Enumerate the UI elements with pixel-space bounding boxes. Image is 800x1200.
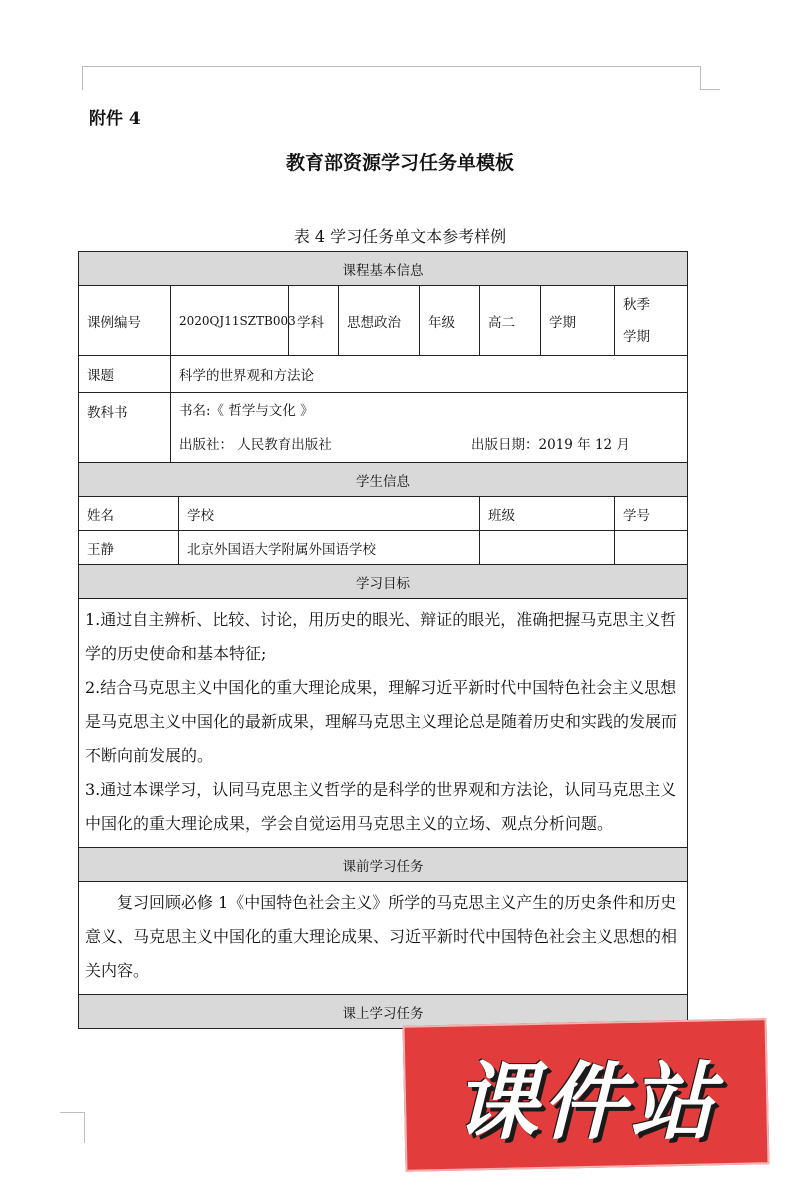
topic-value: 科学的世界观和方法论: [171, 356, 688, 393]
section-in-class-task: 课上学习任务: [79, 995, 688, 1029]
watermark-text: 课件站: [453, 1053, 718, 1151]
grade-label: 年级: [420, 286, 480, 356]
table-caption: 表 4 学习任务单文本参考样例: [293, 227, 507, 246]
grade-value: 高二: [480, 286, 541, 356]
topic-label: 课题: [79, 356, 171, 393]
code-value: 2020QJ11SZTB003: [171, 286, 289, 356]
student-id-label: 学号: [615, 497, 688, 531]
section-course-info: 课程基本信息: [79, 252, 688, 286]
textbook-label: 教科书: [79, 393, 171, 463]
section-student-info: 学生信息: [79, 463, 688, 497]
section-pre-class-task: 课前学习任务: [79, 848, 688, 882]
term-value: [615, 286, 688, 356]
term-line-1: 秋季: [623, 296, 650, 313]
class-value: [480, 531, 615, 565]
crop-mark-top-right-h: [700, 89, 720, 90]
section-learning-goals: 学习目标: [79, 565, 688, 599]
school-label: 学校: [179, 497, 480, 531]
term-label: 学期: [541, 286, 615, 356]
name-value: 王静: [79, 531, 179, 565]
crop-mark-bottom-left: [60, 1112, 85, 1143]
book-name: 书名:《 哲学与文化 》: [179, 402, 314, 419]
crop-mark-top-right: [700, 66, 701, 90]
task-sheet-table: [78, 251, 688, 1029]
publish-date: 出版日期：2019 年 12 月: [471, 436, 630, 453]
goal-item-2: 2.结合马克思主义中国化的重大理论成果，理解习近平新时代中国特色社会主义思想是马克思主义中国化的最新成果，理解马克思主义理论总是随着历史和实践的发展而不断向前发展的。: [85, 678, 678, 765]
school-value: 北京外国语大学附属外国语学校: [179, 531, 480, 565]
student-id-value: [615, 531, 688, 565]
learning-goals-body: [79, 599, 688, 848]
subject-label: 学科: [289, 286, 339, 356]
publisher: 出版社： 人民教育出版社: [179, 436, 332, 453]
attachment-label: 附件 4: [89, 109, 141, 129]
class-label: 班级: [480, 497, 615, 531]
code-label: 课例编号: [79, 286, 171, 356]
subject-value: 思想政治: [339, 286, 420, 356]
pre-class-task-body: 复习回顾必修 1《中国特色社会主义》所学的马克思主义产生的历史条件和历史意义、马克思主义中国化的重大理论成果、习近平新时代中国特色社会主义思想的相关内容。: [79, 882, 688, 995]
name-label: 姓名: [79, 497, 179, 531]
goal-item-1: 1.通过自主辨析、比较、讨论，用历史的眼光、辩证的眼光，准确把握马克思主义哲学的历史使命和基本特征;: [85, 610, 677, 663]
goal-item-3: 3.通过本课学习，认同马克思主义哲学的是科学的世界观和方法论，认同马克思主义中国化的重大理论成果，学会自觉运用马克思主义的立场、观点分析问题。: [85, 780, 677, 833]
document-title: 教育部资源学习任务单模板: [285, 152, 514, 174]
publisher-line: [179, 428, 679, 462]
textbook-info: [171, 393, 688, 463]
term-line-2: 学期: [623, 328, 650, 345]
crop-mark-top-left: [82, 66, 83, 90]
header-rule: [82, 66, 700, 67]
